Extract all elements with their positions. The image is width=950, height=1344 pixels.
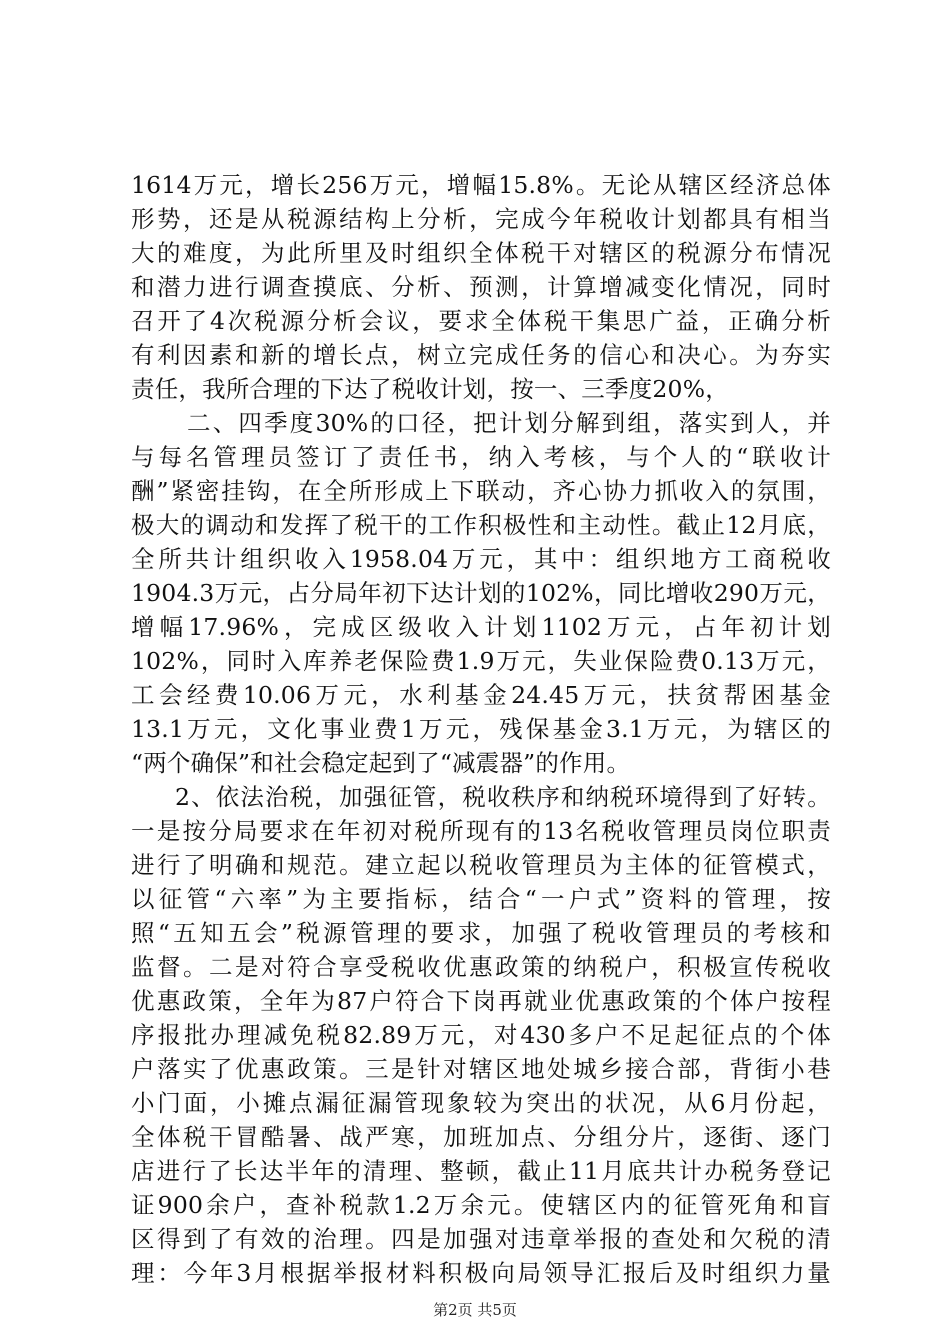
text-line: 大的难度，为此所里及时组织全体税干对辖区的税源分布情况 <box>131 239 831 267</box>
text-line: 监督。二是对符合享受税收优惠政策的纳税户，积极宣传税收 <box>131 953 831 981</box>
text-line: 全所共计组织收入1958.04万元，其中：组织地方工商税收 <box>131 545 831 573</box>
text-line: 极大的调动和发挥了税干的工作积极性和主动性。截止12月底， <box>131 511 831 539</box>
text-line: 召开了4次税源分析会议，要求全体税干集思广益，正确分析 <box>131 307 831 335</box>
text-line: 增幅17.96%，完成区级收入计划1102万元，占年初计划 <box>131 613 831 641</box>
page-number: 第2页 共5页 <box>433 1301 517 1319</box>
text-line: 照“五知五会”税源管理的要求，加强了税收管理员的考核和 <box>131 919 831 947</box>
section-heading: 2、依法治税，加强征管，税收秩序和纳税环境得到了好转。 <box>175 783 831 811</box>
text-line: 酬”紧密挂钩，在全所形成上下联动，齐心协力抓收入的氛围， <box>131 477 831 505</box>
text-line: 序报批办理减免税82.89万元，对430多户不足起征点的个体 <box>131 1021 831 1049</box>
text-line: 责任，我所合理的下达了税收计划，按一、三季度20%， <box>131 375 729 403</box>
text-line: 13.1万元，文化事业费1万元，残保基金3.1万元，为辖区的 <box>131 715 831 743</box>
text-line: 以征管“六率”为主要指标，结合“一户式”资料的管理，按 <box>131 885 831 913</box>
text-line: 进行了明确和规范。建立起以税收管理员为主体的征管模式， <box>131 851 831 879</box>
text-line: 店进行了长达半年的清理、整顿，截止11月底共计办税务登记 <box>131 1157 831 1185</box>
text-line: 全体税干冒酷暑、战严寒，加班加点、分组分片，逐街、逐门 <box>131 1123 831 1151</box>
text-line: 证900余户，查补税款1.2万余元。使辖区内的征管死角和盲 <box>131 1191 831 1219</box>
text-line: 102%，同时入库养老保险费1.9万元，失业保险费0.13万元， <box>131 647 831 675</box>
text-line: 1614万元，增长256万元，增幅15.8%。无论从辖区经济总体 <box>131 171 831 199</box>
text-line: 优惠政策，全年为87户符合下岗再就业优惠政策的个体户按程 <box>131 987 831 1015</box>
text-line: “两个确保”和社会稳定起到了“减震器”的作用。 <box>131 749 631 777</box>
text-line: 理：今年3月根据举报材料积极向局领导汇报后及时组织力量 <box>131 1259 831 1287</box>
text-line: 户落实了优惠政策。三是针对辖区地处城乡接合部，背街小巷 <box>131 1055 831 1083</box>
text-line: 二、四季度30%的口径，把计划分解到组，落实到人，并 <box>187 409 831 437</box>
text-line: 与每名管理员签订了责任书，纳入考核，与个人的“联收计 <box>131 443 831 471</box>
text-line: 形势，还是从税源结构上分析，完成今年税收计划都具有相当 <box>131 205 831 233</box>
text-line: 一是按分局要求在年初对税所现有的13名税收管理员岗位职责 <box>131 817 831 845</box>
text-line: 1904.3万元，占分局年初下达计划的102%，同比增收290万元， <box>131 579 831 607</box>
text-line: 区得到了有效的治理。四是加强对违章举报的查处和欠税的清 <box>131 1225 831 1253</box>
text-line: 工会经费10.06万元，水利基金24.45万元，扶贫帮困基金 <box>131 681 831 709</box>
text-line: 和潜力进行调查摸底、分析、预测，计算增减变化情况，同时 <box>131 273 831 301</box>
text-line: 小门面，小摊点漏征漏管现象较为突出的状况，从6月份起， <box>131 1089 831 1117</box>
text-line: 有利因素和新的增长点，树立完成任务的信心和决心。为夯实 <box>131 341 831 369</box>
